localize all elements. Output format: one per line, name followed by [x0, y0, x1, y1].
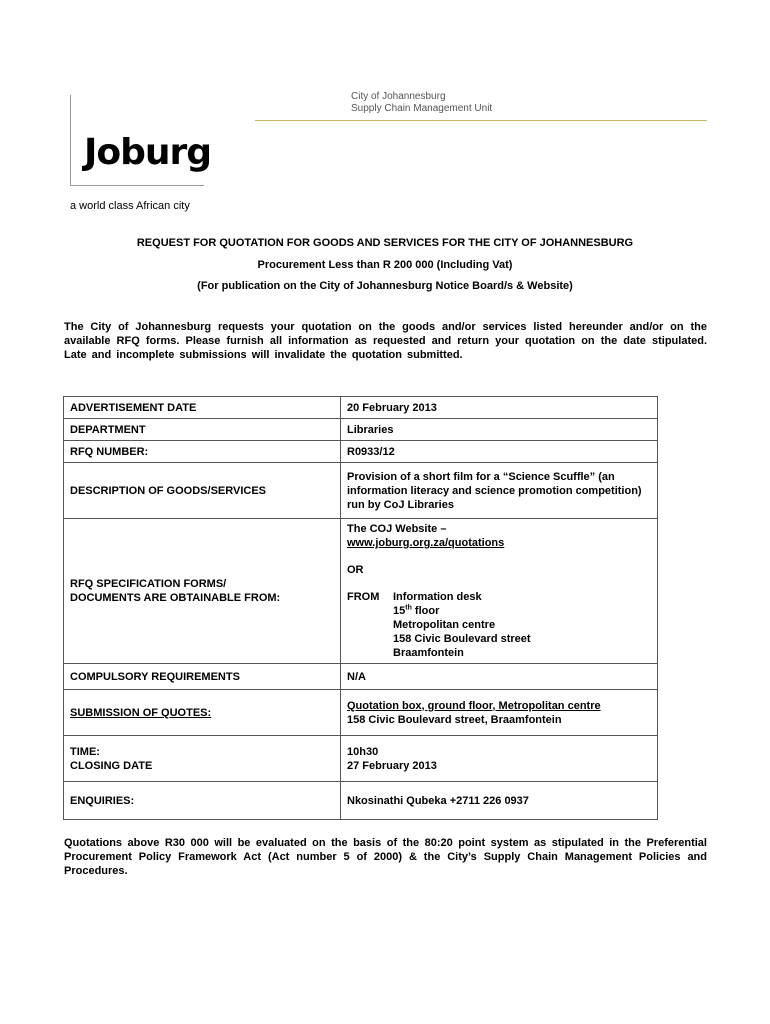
header-rule: [255, 120, 707, 121]
org-name: City of Johannesburg: [351, 91, 446, 102]
time-value: 10h30: [347, 745, 379, 758]
spec-label-line-1: RFQ SPECIFICATION FORMS/: [70, 578, 227, 590]
spec-label: [64, 519, 341, 664]
closing-date-value: 27 February 2013: [347, 759, 437, 772]
department-value: Libraries: [341, 419, 658, 441]
org-unit: Supply Chain Management Unit: [351, 103, 493, 114]
joburg-logo: Joburg: [84, 132, 212, 173]
time-label: TIME:: [70, 745, 100, 758]
table-row: [64, 519, 658, 664]
evaluation-note: Quotations above R30 000 will be evaluated on the basis of the 80:20 point system as stipulated in the Preferential Procurement Policy Framework Act (Act number 5 of 2000) & the City’s Supply Chain Management Policies and Procedures.: [64, 837, 707, 877]
spec-website: The COJ Website –: [347, 523, 447, 535]
rfq-number-label: RFQ NUMBER:: [64, 441, 341, 463]
floor-number: 15: [393, 605, 406, 617]
submission-value: [341, 690, 658, 736]
closing-date-label: CLOSING DATE: [70, 759, 153, 772]
org-header: [351, 91, 492, 115]
department-label: DEPARTMENT: [64, 419, 341, 441]
spec-addr-line: 158 Civic Boulevard street: [393, 633, 531, 645]
table-row: [64, 441, 658, 463]
submission-label-text: SUBMISSION OF QUOTES:: [70, 706, 212, 719]
compulsory-value: N/A: [341, 664, 658, 690]
table-row: [64, 782, 658, 820]
logo-tagline: a world class African city: [70, 200, 190, 212]
spec-addr-floor: [393, 604, 531, 618]
table-row: [64, 419, 658, 441]
table-row: [64, 664, 658, 690]
enquiries-label: ENQUIRIES:: [64, 782, 341, 820]
ad-date-value: 20 February 2013: [341, 397, 658, 419]
rfq-details-table: [63, 396, 658, 820]
spec-addr-line: Metropolitan centre: [393, 619, 496, 631]
spec-addr-line: Braamfontein: [393, 647, 464, 659]
spec-or: OR: [347, 564, 364, 576]
page-title: REQUEST FOR QUOTATION FOR GOODS AND SERVICES FOR THE CITY OF JOHANNESBURG: [136, 237, 634, 249]
submission-address: 158 Civic Boulevard street, Braamfontein: [347, 713, 562, 726]
table-row: [64, 397, 658, 419]
intro-paragraph: The City of Johannesburg requests your quotation on the goods and/or services listed hereunder and/or on the available RFQ forms. Please furnish all information as requested and return your quotation on the date stipulated. Late and incomplete submissions will invalidate the quotation submitted.: [64, 321, 707, 361]
floor-suffix: th: [405, 604, 412, 612]
time-closing-label: [64, 736, 341, 782]
procurement-subtitle: Procurement Less than R 200 000 (Including Vat): [257, 259, 513, 271]
submission-location: Quotation box, ground floor, Metropolitan centre: [347, 699, 601, 712]
spec-from-label: FROM: [347, 591, 380, 603]
enquiries-value: Nkosinathi Qubeka +2711 226 0937: [341, 782, 658, 820]
description-label: DESCRIPTION OF GOODS/SERVICES: [64, 463, 341, 519]
spec-addr-line: Information desk: [393, 591, 482, 603]
compulsory-label: COMPULSORY REQUIREMENTS: [64, 664, 341, 690]
time-closing-value: [341, 736, 658, 782]
description-value: Provision of a short film for a “Science Scuffle” (an information literacy and science promotion competition) run by CoJ Libraries: [341, 463, 658, 519]
spec-label-line-2: DOCUMENTS ARE OBTAINABLE FROM:: [70, 592, 281, 604]
spec-from-block: [347, 590, 651, 660]
table-row: [64, 690, 658, 736]
floor-word: floor: [411, 605, 440, 617]
table-row: [64, 463, 658, 519]
spec-value: [341, 519, 658, 664]
spec-url-link[interactable]: www.joburg.org.za/quotations: [347, 537, 505, 549]
publication-note: (For publication on the City of Johannesburg Notice Board/s & Website): [197, 280, 573, 292]
submission-label: [64, 690, 341, 736]
rfq-number-value: R0933/12: [341, 441, 658, 463]
ad-date-label: ADVERTISEMENT DATE: [64, 397, 341, 419]
table-row: [64, 736, 658, 782]
